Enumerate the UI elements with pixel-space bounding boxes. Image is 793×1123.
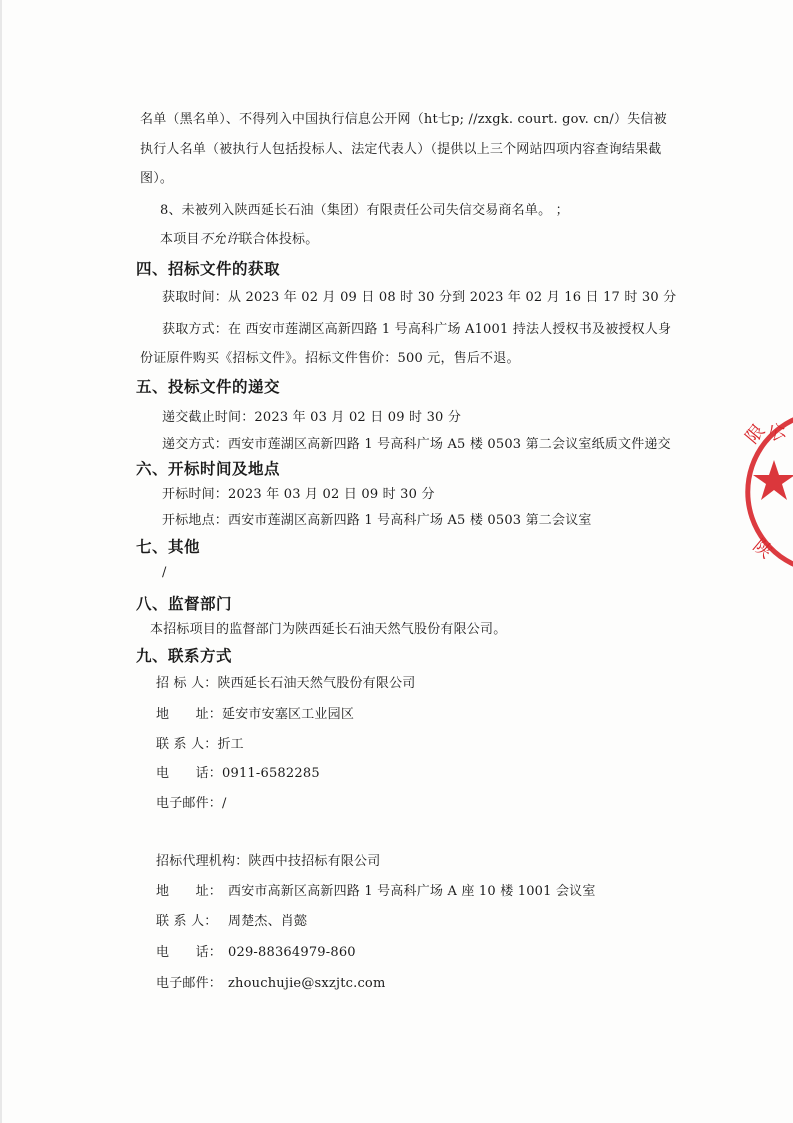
section-5-heading: 五、投标文件的递交 [136, 378, 281, 396]
agency-name-value: 陕西中技招标有限公司 [248, 854, 381, 869]
company-seal [722, 408, 793, 576]
seal-star-icon [753, 460, 793, 500]
consortium-line [160, 231, 318, 249]
tenderer-address-value: 延安市安塞区工业园区 [222, 707, 355, 722]
tenderer-email [156, 795, 227, 813]
blacklist-line-1: 名单（黑名单）、不得列入中国执行信息公开网（ht七p; //zxgk. court. gov. cn/）失信被 [140, 112, 667, 127]
seal-char-top: 公 [765, 419, 790, 446]
section-7-heading: 七、其他 [136, 538, 201, 556]
tenderer-contact-value: 折工 [217, 737, 244, 752]
agency-email [156, 975, 385, 993]
submit-deadline: 递交截止时间：2023 年 03 月 02 日 09 时 30 分 [162, 410, 462, 425]
scan-edge [0, 0, 2, 1123]
tenderer-phone [156, 765, 320, 783]
item-8: 8、未被列入陕西延长石油（集团）有限责任公司失信交易商名单。 ； [160, 203, 569, 218]
seal-char-mid: 限 [741, 420, 770, 448]
agency-address [156, 883, 596, 901]
other-content: / [162, 565, 167, 580]
tenderer-name-label: 招 标 人： [156, 676, 218, 691]
agency-phone-label: 电 话： [156, 945, 223, 960]
agency-email-label: 电子邮件： [156, 976, 223, 991]
agency-phone [156, 944, 356, 962]
acquire-method-2: 份证原件购买《招标文件》。招标文件售价：500 元，售后不退。 [140, 351, 520, 366]
consortium-handwritten: 不允许 [199, 232, 240, 247]
tenderer-email-label: 电子邮件： [156, 796, 223, 811]
section-8-heading: 八、监督部门 [136, 595, 233, 613]
tenderer-name [156, 675, 415, 693]
section-4-heading: 四、招标文件的获取 [136, 260, 281, 278]
agency-contact-label: 联 系 人： [156, 914, 218, 929]
consortium-post: 联合体投标。 [239, 232, 319, 247]
blacklist-line-3: 图）。 [140, 171, 174, 186]
blacklist-line-2: 执行人名单（被执行人包括投标人、法定代表人）（提供以上三个网站四项内容查询结果截 [140, 142, 662, 157]
agency-name-label: 招标代理机构： [156, 854, 249, 869]
consortium-pre: 本项目 [160, 232, 200, 247]
tenderer-contact-label: 联 系 人： [156, 737, 218, 752]
section-6-heading: 六、开标时间及地点 [136, 460, 281, 478]
acquire-method-1: 获取方式：在 西安市莲湖区高新四路 1 号高科广场 A1001 持法人授权书及被授权人身 [162, 322, 672, 337]
agency-contact [156, 913, 307, 931]
seal-char-bottom: 陕 [748, 535, 777, 563]
tenderer-address-label: 地 址： [156, 707, 223, 722]
tenderer-address [156, 706, 354, 724]
tenderer-phone-value: 0911-6582285 [222, 766, 320, 781]
tenderer-name-value: 陕西延长石油天然气股份有限公司 [217, 676, 416, 691]
section-9-heading: 九、联系方式 [136, 647, 233, 665]
agency-email-value: zhouchujie@sxzjtc.com [228, 976, 386, 991]
agency-address-value: 西安市高新区高新四路 1 号高科广场 A 座 10 楼 1001 会议室 [228, 884, 596, 899]
agency-address-label: 地 址： [156, 884, 223, 899]
agency-contact-value: 周楚杰、肖懿 [228, 914, 308, 929]
submit-method: 递交方式：西安市莲湖区高新四路 1 号高科广场 A5 楼 0503 第二会议室纸质文件递交 [162, 437, 671, 452]
tenderer-contact [156, 736, 244, 754]
acquire-time: 获取时间：从 2023 年 02 月 09 日 08 时 30 分到 2023 年 02 月 16 日 17 时 30 分 [162, 290, 677, 305]
opening-time: 开标时间：2023 年 03 月 02 日 09 时 30 分 [162, 487, 435, 502]
supervision-content: 本招标项目的监督部门为陕西延长石油天然气股份有限公司。 [150, 622, 507, 637]
agency-phone-value: 029-88364979-860 [228, 945, 356, 960]
tenderer-email-value: / [222, 796, 227, 811]
opening-place: 开标地点：西安市莲湖区高新四路 1 号高科广场 A5 楼 0503 第二会议室 [162, 513, 592, 528]
tenderer-phone-label: 电 话： [156, 766, 223, 781]
agency-name [156, 853, 380, 871]
